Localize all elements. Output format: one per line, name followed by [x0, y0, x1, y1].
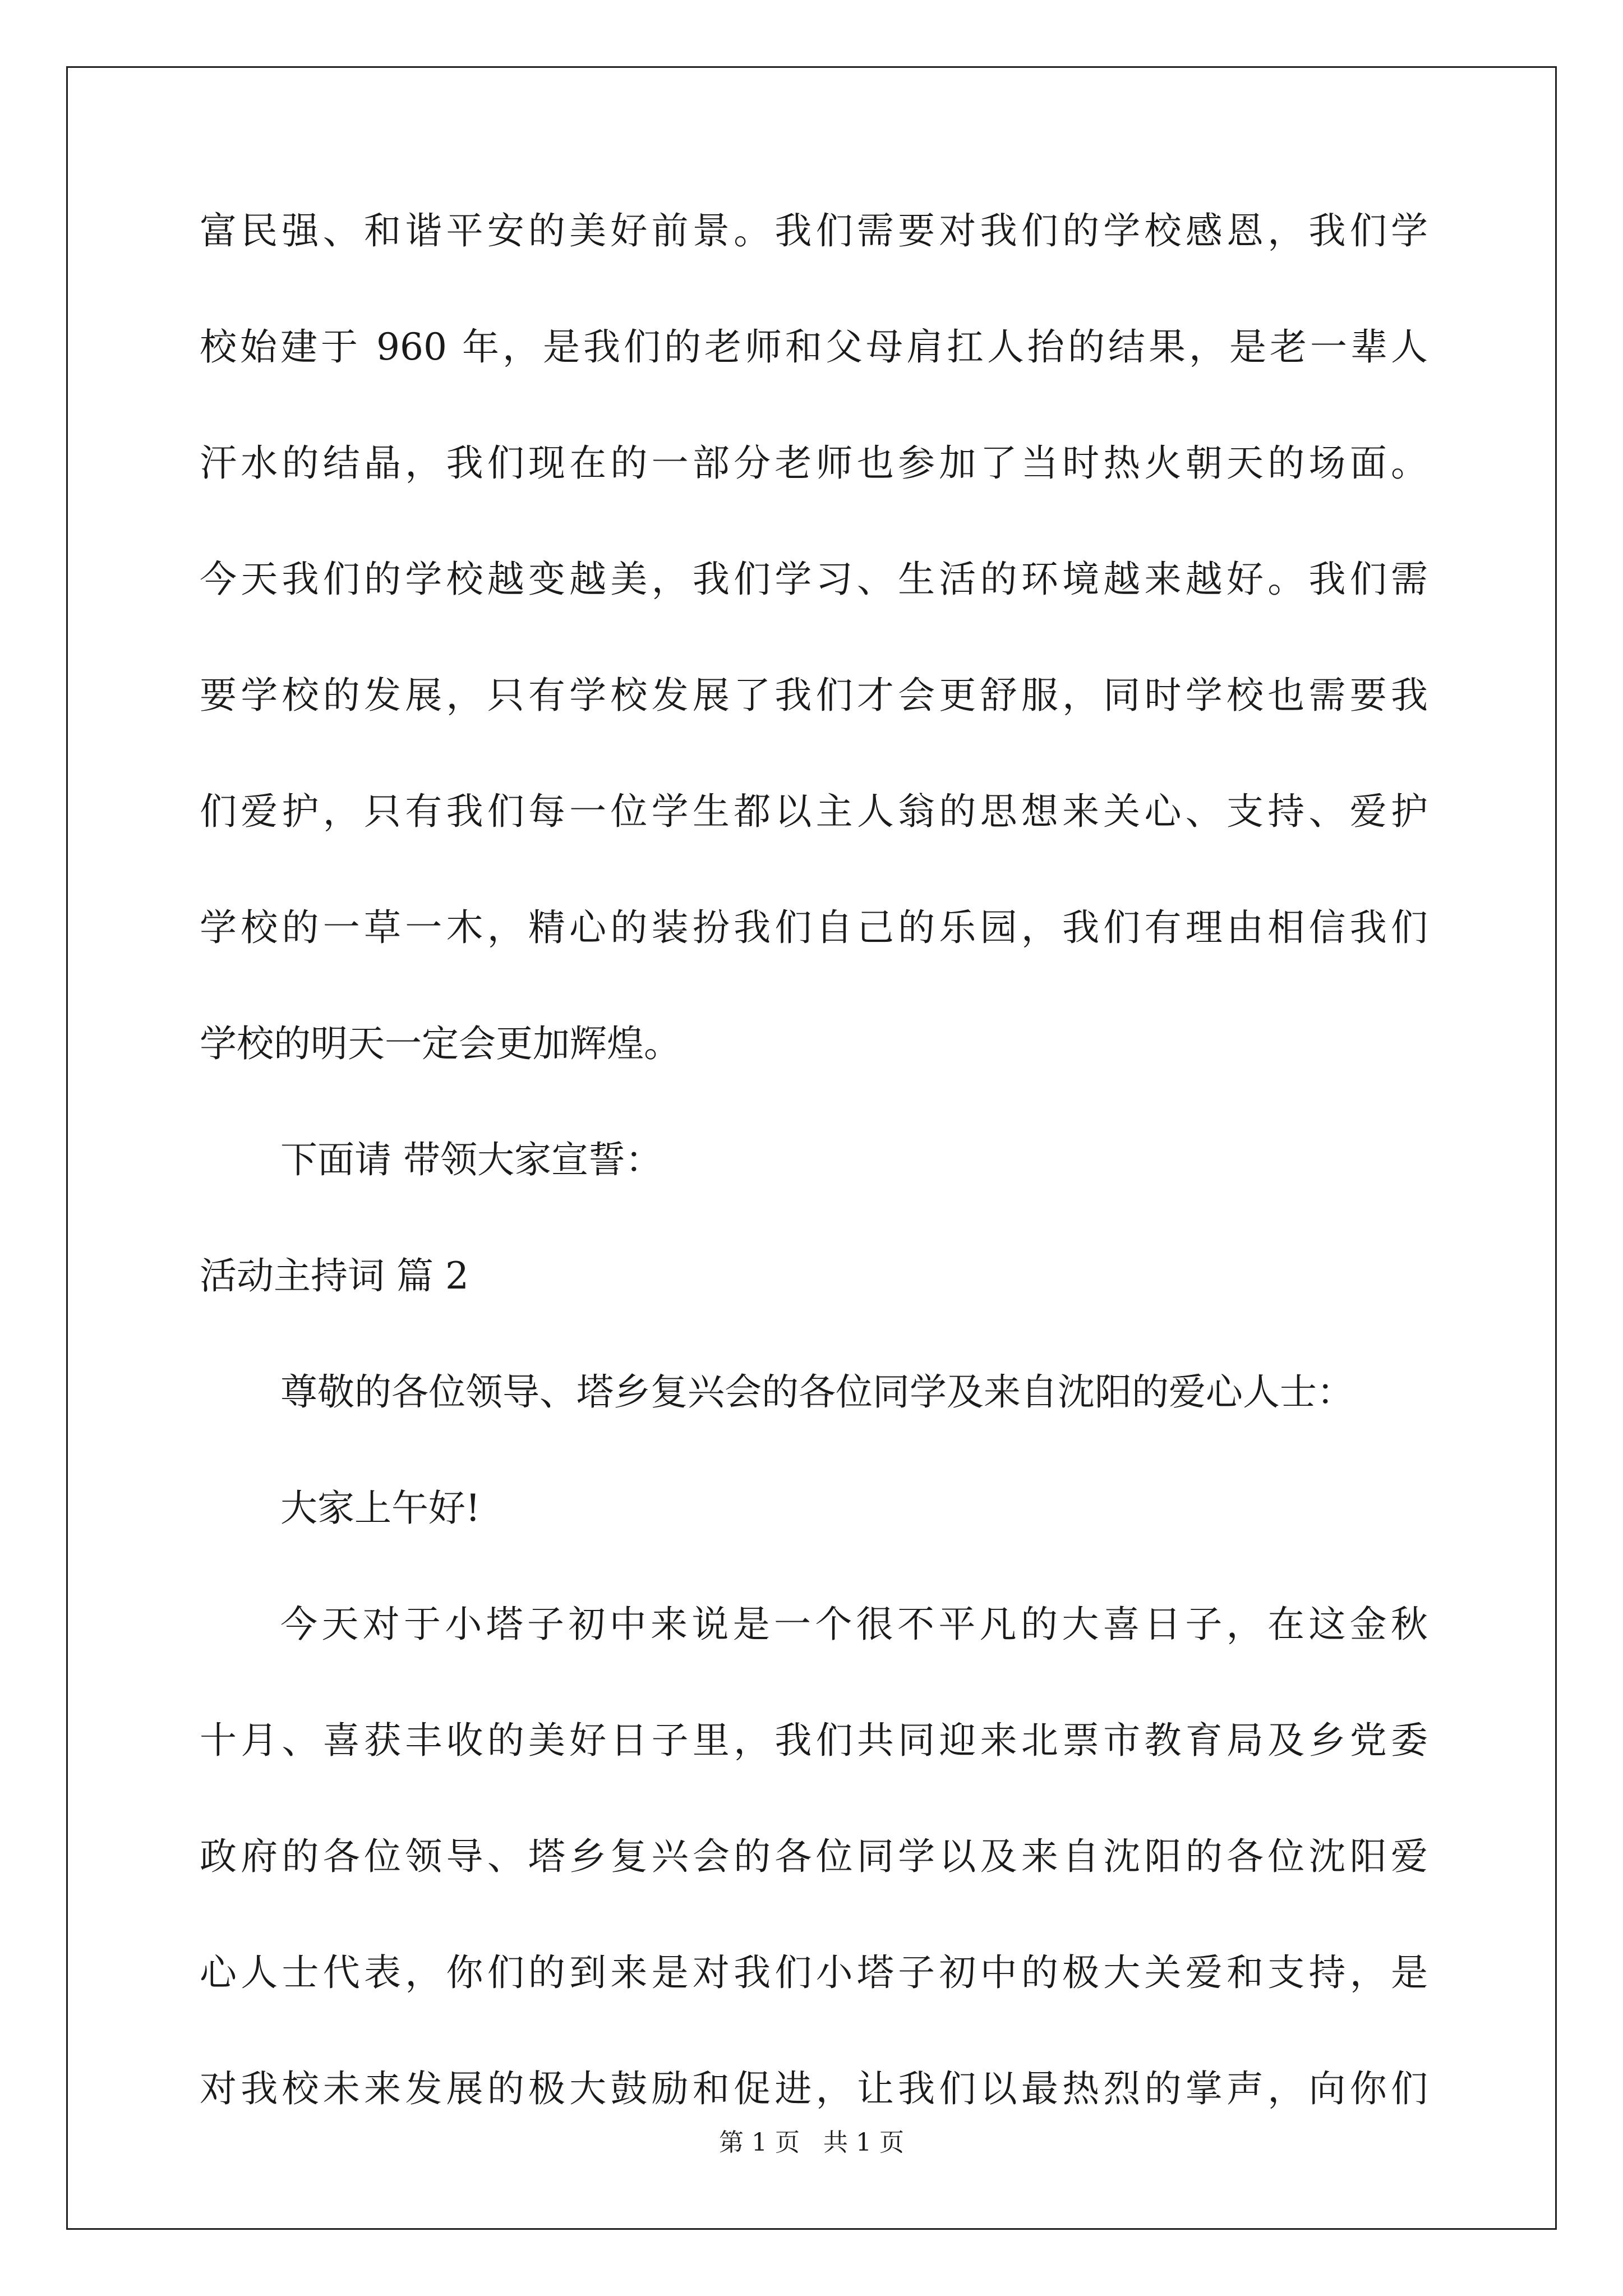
- document-body: [200, 210, 1428, 2184]
- section-heading: 活动主持词 篇 2: [200, 1254, 469, 1297]
- text-line-14: 十月、喜获丰收的美好日子里，我们共同迎来北票市教育局及乡党委: [200, 1719, 1428, 1762]
- text-line-17: 对我校未来发展的极大鼓励和促进，让我们以最热烈的掌声，向你们: [200, 2067, 1428, 2110]
- text-line-15: 政府的各位领导、塔乡复兴会的各位同学以及来自沈阳的各位沈阳爱: [200, 1835, 1428, 1878]
- page-number-footer: 第 1 页 共 1 页: [719, 2128, 904, 2157]
- text-line-1: 富民强、和谐平安的美好前景。我们需要对我们的学校感恩，我们学: [200, 209, 1428, 252]
- text-line-6: 们爱护，只有我们每一位学生都以主人翁的思想来关心、支持、爱护: [200, 790, 1428, 833]
- text-line-13: 今天对于小塔子初中来说是一个很不平凡的大喜日子，在这金秋: [280, 1603, 1428, 1646]
- text-line-5: 要学校的发展，只有学校发展了我们才会更舒服，同时学校也需要我: [200, 674, 1428, 717]
- text-line-4: 今天我们的学校越变越美，我们学习、生活的环境越来越好。我们需: [200, 558, 1428, 601]
- text-line-16: 心人士代表，你们的到来是对我们小塔子初中的极大关爱和支持，是: [200, 1951, 1428, 1994]
- text-line-salutation: 尊敬的各位领导、塔乡复兴会的各位同学及来自沈阳的爱心人士：: [280, 1370, 1354, 1414]
- text-line-3: 汗水的结晶，我们现在的一部分老师也参加了当时热火朝天的场面。: [200, 441, 1428, 485]
- text-line-2: 校始建于 960 年，是我们的老师和父母肩扛人抬的结果，是老一辈人: [200, 325, 1428, 369]
- text-line-greeting: 大家上午好!: [280, 1487, 481, 1530]
- text-line-7: 学校的一草一木，精心的装扮我们自己的乐园，我们有理由相信我们: [200, 906, 1428, 949]
- text-line-8: 学校的明天一定会更加辉煌。: [200, 1022, 681, 1065]
- text-line-oath-prompt: 下面请 带领大家宣誓：: [280, 1138, 662, 1181]
